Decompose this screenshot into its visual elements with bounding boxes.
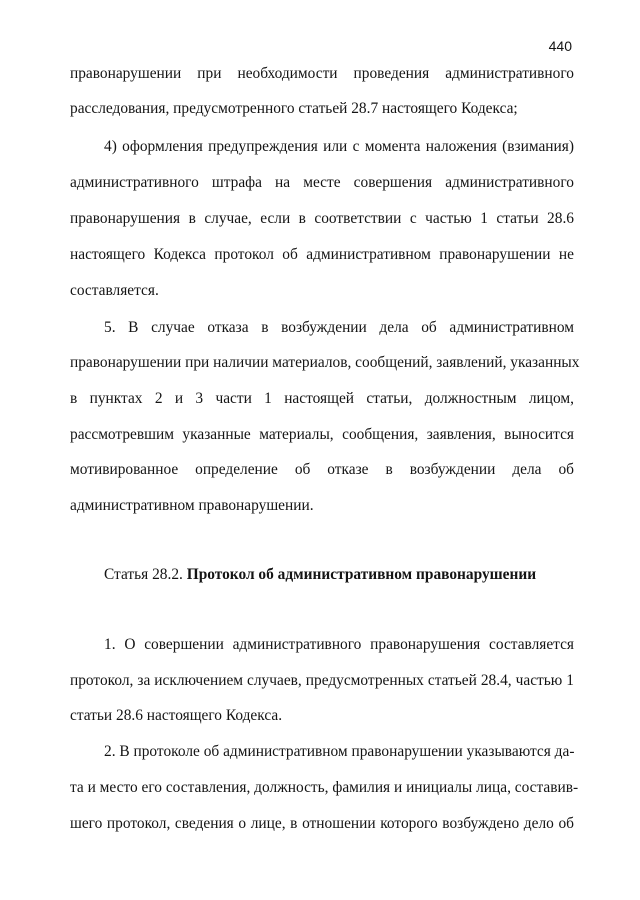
text-line: та и место его составления, должность, фамилия и инициалы лица, составив- [70, 779, 579, 796]
text-line: протокол, за исключением случаев, предусмотренных статьей 28.4, частью 1 [70, 672, 574, 689]
text-line: рассмотревшим указанные материалы, сообщения, заявления, выносится [70, 426, 574, 443]
text-line: правонарушения в случае, если в соответствии с частью 1 статьи 28.6 [70, 210, 574, 227]
text-line: 1. О совершении административного правонарушения составляется [104, 636, 574, 653]
text-line: настоящего Кодекса протокол об административном правонарушении не [70, 246, 574, 263]
text-line: мотивированное определение об отказе в возбуждении дела об [70, 461, 574, 478]
article-heading [104, 565, 536, 585]
text-line: 2. В протоколе об административном правонарушении указываются да- [104, 743, 575, 760]
page-number: 440 [548, 38, 572, 54]
text-line: в пунктах 2 и 3 части 1 настоящей статьи, должностным лицом, [70, 390, 574, 407]
text-line: административного штрафа на месте совершения административного [70, 174, 574, 191]
text-line: составляется. [70, 282, 159, 299]
text-line: правонарушении при необходимости проведения административного [70, 65, 574, 82]
text-line: правонарушении при наличии материалов, сообщений, заявлений, указанных [70, 354, 580, 371]
text-line: 5. В случае отказа в возбуждении дела об административном [104, 319, 574, 336]
text-line: административном правонарушении. [70, 497, 314, 514]
text-line: 4) оформления предупреждения или с момента наложения (взимания) [104, 138, 574, 155]
text-line: шего протокол, сведения о лице, в отношении которого возбуждено дело об [70, 815, 574, 832]
text-line: расследования, предусмотренного статьей 28.7 настоящего Кодекса; [70, 100, 518, 117]
article-prefix: Статья 28.2. [104, 566, 187, 583]
text-line: статьи 28.6 настоящего Кодекса. [70, 707, 283, 724]
article-title: Протокол об административном правонарушении [186, 566, 537, 583]
